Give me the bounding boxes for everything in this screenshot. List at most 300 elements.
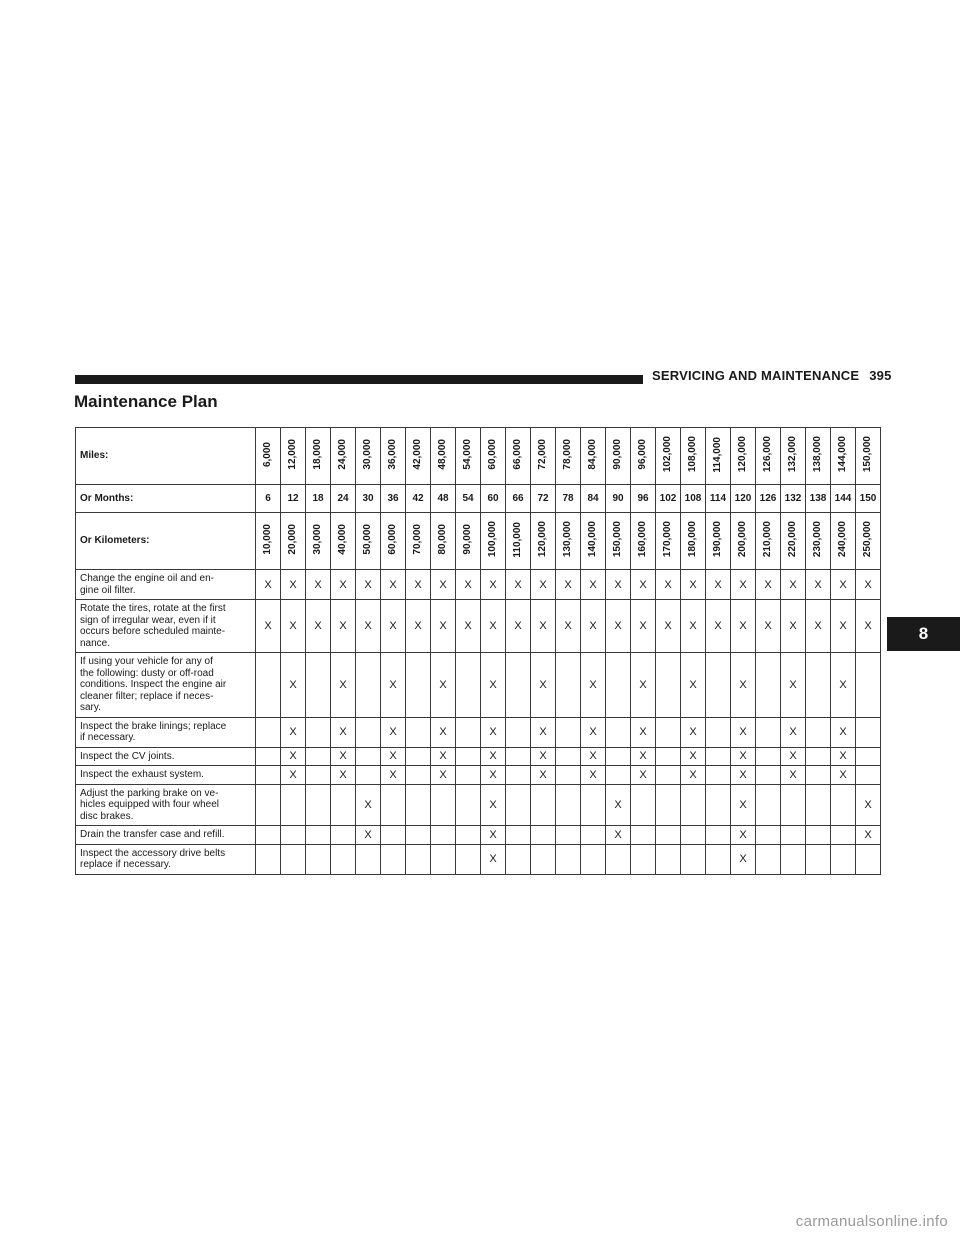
kilometers-value: 180,000	[687, 521, 698, 558]
schedule-cell	[706, 717, 731, 747]
miles-cell	[856, 428, 881, 485]
kilometers-value: 220,000	[787, 521, 798, 558]
schedule-cell: X	[481, 844, 506, 874]
schedule-cell: X	[831, 570, 856, 600]
task-label: Rotate the tires, rotate at the first sign of irregular wear, even if it occurs before scheduled mainte- nance.	[76, 600, 256, 653]
schedule-cell	[306, 826, 331, 845]
schedule-cell	[281, 826, 306, 845]
schedule-cell	[256, 653, 281, 718]
months-cell: 60	[481, 485, 506, 513]
task-label: Drain the transfer case and refill.	[76, 826, 256, 845]
schedule-cell: X	[606, 600, 631, 653]
schedule-cell: X	[731, 653, 756, 718]
schedule-cell	[456, 784, 481, 826]
miles-value: 96,000	[637, 439, 648, 470]
schedule-cell	[356, 747, 381, 766]
schedule-cell	[406, 766, 431, 785]
miles-value: 66,000	[512, 439, 523, 470]
schedule-cell: X	[456, 570, 481, 600]
months-cell: 114	[706, 485, 731, 513]
schedule-cell	[606, 844, 631, 874]
months-cell: 138	[806, 485, 831, 513]
kilometers-cell	[831, 513, 856, 570]
miles-value: 114,000	[712, 436, 723, 473]
schedule-cell	[656, 747, 681, 766]
schedule-cell	[756, 653, 781, 718]
schedule-cell	[506, 766, 531, 785]
header-rule	[75, 375, 643, 384]
table-row	[76, 653, 881, 718]
schedule-cell	[306, 653, 331, 718]
schedule-cell: X	[631, 570, 656, 600]
miles-value: 54,000	[462, 439, 473, 470]
kilometers-cell	[256, 513, 281, 570]
schedule-cell: X	[856, 826, 881, 845]
schedule-cell	[331, 844, 356, 874]
kilometers-value: 170,000	[662, 521, 673, 558]
schedule-cell: X	[781, 747, 806, 766]
months-cell: 132	[781, 485, 806, 513]
miles-cell	[606, 428, 631, 485]
kilometers-value: 80,000	[437, 524, 448, 555]
schedule-cell: X	[706, 600, 731, 653]
schedule-cell	[831, 826, 856, 845]
schedule-cell: X	[281, 570, 306, 600]
schedule-cell: X	[331, 717, 356, 747]
schedule-cell	[706, 766, 731, 785]
schedule-cell: X	[856, 570, 881, 600]
miles-cell	[756, 428, 781, 485]
schedule-cell: X	[656, 570, 681, 600]
schedule-cell	[806, 717, 831, 747]
schedule-cell: X	[606, 570, 631, 600]
schedule-cell	[406, 784, 431, 826]
miles-cell	[281, 428, 306, 485]
schedule-cell: X	[681, 653, 706, 718]
schedule-cell: X	[631, 653, 656, 718]
kilometers-value: 240,000	[837, 521, 848, 558]
schedule-cell	[406, 747, 431, 766]
kilometers-cell	[806, 513, 831, 570]
schedule-cell: X	[381, 570, 406, 600]
schedule-cell	[356, 653, 381, 718]
kilometers-value: 20,000	[287, 524, 298, 555]
kilometers-value: 230,000	[812, 521, 823, 558]
schedule-cell	[431, 826, 456, 845]
miles-cell	[831, 428, 856, 485]
schedule-cell	[556, 653, 581, 718]
schedule-cell: X	[681, 570, 706, 600]
schedule-cell	[681, 826, 706, 845]
schedule-cell: X	[381, 747, 406, 766]
kilometers-value: 210,000	[762, 521, 773, 558]
schedule-cell: X	[381, 717, 406, 747]
schedule-cell	[756, 784, 781, 826]
schedule-cell	[506, 653, 531, 718]
schedule-cell: X	[731, 826, 756, 845]
schedule-cell	[306, 766, 331, 785]
schedule-cell: X	[256, 600, 281, 653]
schedule-cell: X	[606, 826, 631, 845]
kilometers-label: Or Kilometers:	[76, 513, 256, 570]
miles-value: 108,000	[687, 436, 698, 473]
miles-cell	[631, 428, 656, 485]
schedule-cell	[381, 826, 406, 845]
kilometers-cell	[556, 513, 581, 570]
schedule-cell: X	[506, 600, 531, 653]
schedule-cell	[581, 844, 606, 874]
schedule-cell	[606, 766, 631, 785]
schedule-cell	[431, 844, 456, 874]
kilometers-value: 190,000	[712, 521, 723, 558]
schedule-cell	[856, 717, 881, 747]
schedule-cell	[556, 826, 581, 845]
months-cell: 90	[606, 485, 631, 513]
kilometers-value: 50,000	[362, 524, 373, 555]
schedule-cell	[681, 844, 706, 874]
schedule-cell	[406, 826, 431, 845]
schedule-cell	[806, 826, 831, 845]
months-cell: 78	[556, 485, 581, 513]
schedule-cell	[306, 784, 331, 826]
schedule-cell: X	[631, 717, 656, 747]
schedule-cell: X	[606, 784, 631, 826]
miles-value: 18,000	[312, 439, 323, 470]
schedule-cell	[556, 844, 581, 874]
kilometers-cell	[756, 513, 781, 570]
schedule-cell	[556, 717, 581, 747]
kilometers-cell	[281, 513, 306, 570]
schedule-cell: X	[306, 570, 331, 600]
schedule-cell: X	[731, 766, 756, 785]
miles-cell	[506, 428, 531, 485]
schedule-cell	[781, 844, 806, 874]
schedule-cell	[406, 717, 431, 747]
schedule-cell: X	[481, 766, 506, 785]
schedule-cell	[331, 826, 356, 845]
schedule-cell	[256, 844, 281, 874]
schedule-cell: X	[381, 766, 406, 785]
schedule-cell	[856, 653, 881, 718]
schedule-cell	[781, 826, 806, 845]
miles-value: 120,000	[737, 436, 748, 473]
task-label: Inspect the brake linings; replace if necessary.	[76, 717, 256, 747]
months-header-row	[76, 485, 881, 513]
schedule-cell: X	[481, 826, 506, 845]
schedule-cell: X	[631, 747, 656, 766]
schedule-cell: X	[481, 570, 506, 600]
kilometers-value: 60,000	[387, 524, 398, 555]
schedule-cell: X	[756, 570, 781, 600]
kilometers-cell	[656, 513, 681, 570]
schedule-cell	[606, 653, 631, 718]
kilometers-value: 200,000	[737, 521, 748, 558]
months-cell: 18	[306, 485, 331, 513]
schedule-cell: X	[706, 570, 731, 600]
schedule-cell	[706, 653, 731, 718]
kilometers-value: 120,000	[537, 521, 548, 558]
schedule-cell	[631, 826, 656, 845]
schedule-cell	[606, 717, 631, 747]
schedule-cell: X	[631, 600, 656, 653]
schedule-cell	[756, 747, 781, 766]
miles-cell	[581, 428, 606, 485]
miles-cell	[656, 428, 681, 485]
miles-cell	[256, 428, 281, 485]
kilometers-cell	[581, 513, 606, 570]
miles-cell	[331, 428, 356, 485]
miles-value: 30,000	[362, 439, 373, 470]
schedule-cell: X	[356, 826, 381, 845]
schedule-cell: X	[331, 570, 356, 600]
page-number: 395	[869, 368, 892, 383]
page-title: Maintenance Plan	[74, 392, 218, 411]
miles-cell	[431, 428, 456, 485]
months-cell: 120	[731, 485, 756, 513]
schedule-cell: X	[581, 717, 606, 747]
schedule-cell: X	[731, 570, 756, 600]
schedule-cell	[556, 784, 581, 826]
months-cell: 24	[331, 485, 356, 513]
schedule-cell	[381, 784, 406, 826]
schedule-cell: X	[531, 747, 556, 766]
schedule-cell: X	[456, 600, 481, 653]
schedule-cell: X	[331, 747, 356, 766]
schedule-cell	[456, 844, 481, 874]
schedule-cell	[406, 653, 431, 718]
schedule-cell: X	[331, 766, 356, 785]
schedule-cell: X	[781, 570, 806, 600]
kilometers-cell	[606, 513, 631, 570]
schedule-cell	[281, 784, 306, 826]
months-cell: 66	[506, 485, 531, 513]
kilometers-cell	[356, 513, 381, 570]
miles-cell	[731, 428, 756, 485]
schedule-cell	[806, 653, 831, 718]
schedule-cell: X	[531, 570, 556, 600]
kilometers-cell	[856, 513, 881, 570]
miles-value: 150,000	[862, 436, 873, 473]
miles-cell	[681, 428, 706, 485]
schedule-cell: X	[781, 717, 806, 747]
schedule-cell	[356, 844, 381, 874]
schedule-cell: X	[831, 653, 856, 718]
miles-value: 72,000	[537, 439, 548, 470]
miles-cell	[706, 428, 731, 485]
months-cell: 96	[631, 485, 656, 513]
schedule-cell	[256, 717, 281, 747]
schedule-cell	[256, 766, 281, 785]
schedule-cell: X	[281, 766, 306, 785]
schedule-cell: X	[381, 600, 406, 653]
schedule-cell: X	[331, 653, 356, 718]
miles-cell	[556, 428, 581, 485]
schedule-cell	[831, 844, 856, 874]
schedule-cell	[556, 747, 581, 766]
schedule-cell	[556, 766, 581, 785]
schedule-cell: X	[281, 717, 306, 747]
months-cell: 6	[256, 485, 281, 513]
schedule-cell	[756, 826, 781, 845]
task-label: Inspect the accessory drive belts replace if necessary.	[76, 844, 256, 874]
miles-value: 12,000	[287, 439, 298, 470]
schedule-cell	[856, 766, 881, 785]
running-header	[652, 368, 892, 383]
miles-value: 36,000	[387, 439, 398, 470]
schedule-cell: X	[556, 570, 581, 600]
schedule-cell	[831, 784, 856, 826]
schedule-cell	[531, 784, 556, 826]
schedule-cell: X	[556, 600, 581, 653]
schedule-cell	[806, 844, 831, 874]
schedule-cell	[656, 766, 681, 785]
kilometers-header-row	[76, 513, 881, 570]
schedule-cell: X	[406, 600, 431, 653]
schedule-cell	[356, 766, 381, 785]
schedule-cell: X	[831, 747, 856, 766]
schedule-cell	[681, 784, 706, 826]
schedule-cell	[456, 826, 481, 845]
kilometers-value: 160,000	[637, 521, 648, 558]
schedule-cell: X	[831, 766, 856, 785]
schedule-cell	[306, 717, 331, 747]
schedule-cell: X	[781, 653, 806, 718]
schedule-cell: X	[356, 784, 381, 826]
kilometers-cell	[306, 513, 331, 570]
watermark: carmanualsonline.info	[795, 1213, 948, 1230]
schedule-cell: X	[631, 766, 656, 785]
miles-value: 42,000	[412, 439, 423, 470]
schedule-cell	[806, 747, 831, 766]
schedule-cell	[856, 747, 881, 766]
schedule-cell: X	[756, 600, 781, 653]
schedule-cell: X	[781, 766, 806, 785]
schedule-cell: X	[481, 653, 506, 718]
schedule-cell	[506, 784, 531, 826]
miles-value: 48,000	[437, 439, 448, 470]
schedule-cell: X	[431, 570, 456, 600]
schedule-cell	[781, 784, 806, 826]
miles-value: 24,000	[337, 439, 348, 470]
schedule-cell	[356, 717, 381, 747]
schedule-cell: X	[831, 717, 856, 747]
schedule-cell: X	[531, 766, 556, 785]
schedule-cell	[456, 766, 481, 785]
schedule-cell: X	[356, 600, 381, 653]
kilometers-value: 70,000	[412, 524, 423, 555]
schedule-cell: X	[581, 600, 606, 653]
kilometers-cell	[331, 513, 356, 570]
schedule-cell: X	[431, 600, 456, 653]
kilometers-value: 130,000	[562, 521, 573, 558]
schedule-cell	[581, 784, 606, 826]
schedule-cell: X	[856, 600, 881, 653]
miles-value: 6,000	[262, 441, 273, 468]
kilometers-cell	[431, 513, 456, 570]
kilometers-value: 250,000	[862, 521, 873, 558]
schedule-cell	[756, 844, 781, 874]
schedule-cell	[706, 826, 731, 845]
miles-value: 138,000	[812, 436, 823, 473]
table-row	[76, 600, 881, 653]
kilometers-cell	[456, 513, 481, 570]
kilometers-cell	[531, 513, 556, 570]
miles-value: 126,000	[762, 436, 773, 473]
schedule-cell	[506, 747, 531, 766]
kilometers-value: 90,000	[462, 524, 473, 555]
schedule-cell: X	[431, 717, 456, 747]
months-cell: 36	[381, 485, 406, 513]
months-cell: 30	[356, 485, 381, 513]
schedule-cell: X	[806, 600, 831, 653]
schedule-cell: X	[681, 600, 706, 653]
schedule-cell	[456, 747, 481, 766]
schedule-cell: X	[481, 717, 506, 747]
schedule-cell: X	[431, 766, 456, 785]
kilometers-cell	[681, 513, 706, 570]
kilometers-cell	[731, 513, 756, 570]
task-label: If using your vehicle for any of the following: dusty or off-road conditions. Inspect the engine air cleaner filter; replace if neces- sary.	[76, 653, 256, 718]
schedule-cell: X	[431, 747, 456, 766]
miles-value: 102,000	[662, 436, 673, 473]
task-label: Adjust the parking brake on ve- hicles equipped with four wheel disc brakes.	[76, 784, 256, 826]
kilometers-cell	[406, 513, 431, 570]
miles-value: 132,000	[787, 436, 798, 473]
kilometers-cell	[481, 513, 506, 570]
kilometers-value: 110,000	[512, 521, 523, 558]
schedule-cell	[706, 747, 731, 766]
section-name: SERVICING AND MAINTENANCE	[652, 368, 860, 383]
schedule-cell	[656, 844, 681, 874]
miles-cell	[806, 428, 831, 485]
months-cell: 12	[281, 485, 306, 513]
task-label: Inspect the exhaust system.	[76, 766, 256, 785]
miles-value: 144,000	[837, 436, 848, 473]
months-cell: 144	[831, 485, 856, 513]
schedule-cell	[256, 784, 281, 826]
schedule-cell	[631, 844, 656, 874]
schedule-cell	[406, 844, 431, 874]
schedule-cell	[656, 717, 681, 747]
schedule-cell	[431, 784, 456, 826]
miles-value: 78,000	[562, 439, 573, 470]
schedule-cell	[581, 826, 606, 845]
schedule-cell: X	[481, 747, 506, 766]
table-row	[76, 717, 881, 747]
schedule-cell: X	[856, 784, 881, 826]
schedule-cell: X	[531, 653, 556, 718]
kilometers-cell	[706, 513, 731, 570]
schedule-cell: X	[681, 766, 706, 785]
schedule-cell: X	[781, 600, 806, 653]
schedule-cell	[756, 717, 781, 747]
schedule-cell	[656, 784, 681, 826]
schedule-cell	[456, 653, 481, 718]
schedule-cell: X	[281, 747, 306, 766]
schedule-cell	[306, 844, 331, 874]
miles-cell	[356, 428, 381, 485]
schedule-cell	[606, 747, 631, 766]
kilometers-value: 140,000	[587, 521, 598, 558]
section-tab[interactable]: 8	[887, 617, 960, 651]
schedule-cell: X	[731, 784, 756, 826]
schedule-cell: X	[406, 570, 431, 600]
schedule-cell	[531, 844, 556, 874]
schedule-cell	[806, 784, 831, 826]
schedule-cell	[756, 766, 781, 785]
schedule-cell	[506, 826, 531, 845]
schedule-cell: X	[731, 600, 756, 653]
